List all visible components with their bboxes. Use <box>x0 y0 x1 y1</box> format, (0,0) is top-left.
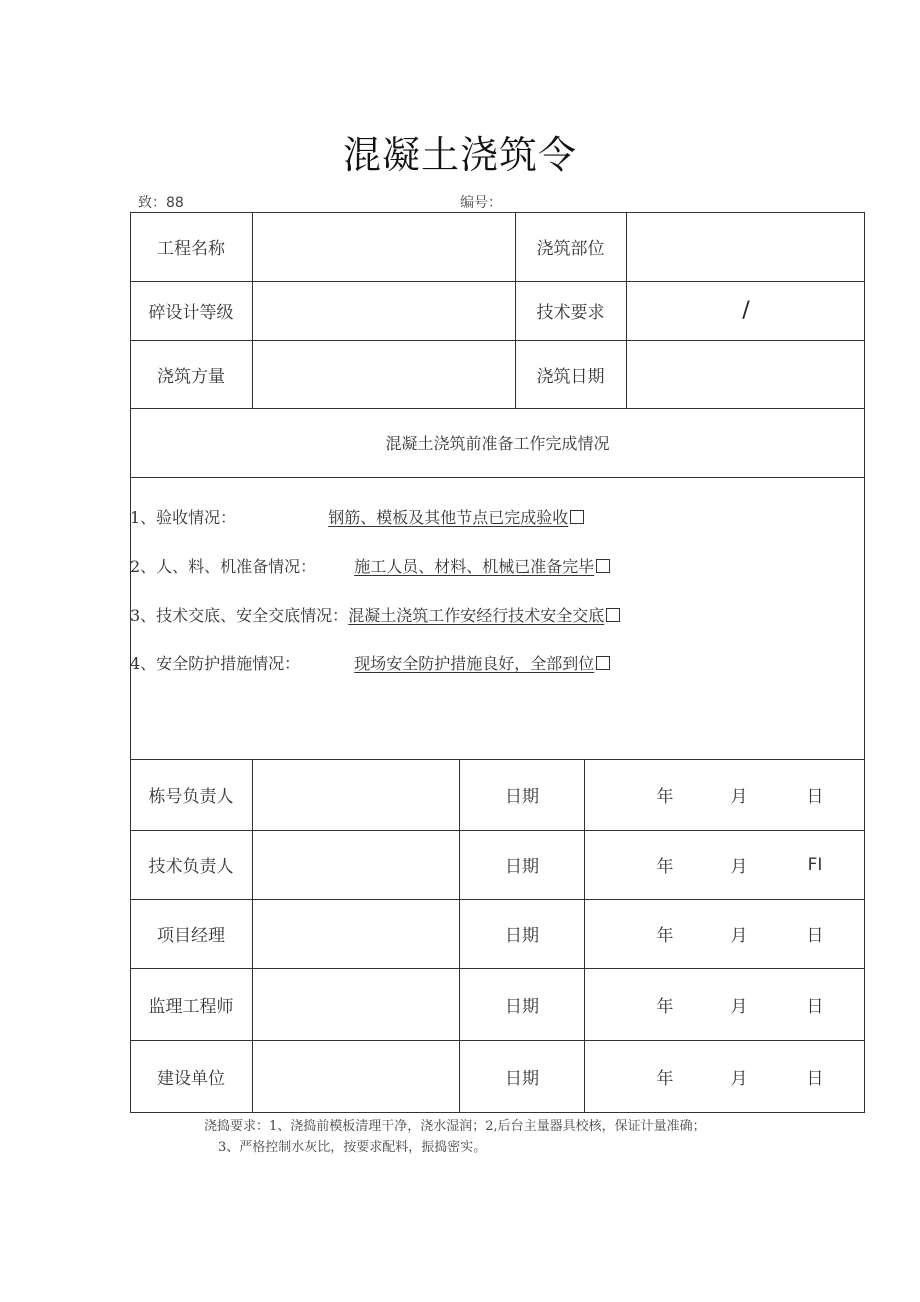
pouring-requirements-line1: 浇捣要求：1、浇捣前模板清理干净，浇水湿润；2,后台主量器具校核，保证计量准确； <box>204 1119 706 1134</box>
month-label: 月 <box>730 1069 748 1089</box>
date-label: 日期 <box>505 926 539 946</box>
checklist-content: 施工人员、材料、机械已准备完毕 <box>354 557 595 576</box>
role-label: 项目经理 <box>157 926 225 946</box>
checkbox[interactable] <box>606 608 620 622</box>
date-label: 日期 <box>505 1069 539 1089</box>
checklist-content: 钢筋、模板及其他节点已完成验收 <box>328 508 569 527</box>
pour-volume-label: 浇筑方量 <box>157 366 225 387</box>
day-label: 日 <box>806 1069 824 1089</box>
year-label: 年 <box>656 926 674 946</box>
pour-location-label: 浇筑部位 <box>536 239 605 259</box>
recipient-value: 88 <box>166 195 184 211</box>
day-label: 日 <box>806 787 824 807</box>
checklist-label: 4、安全防护措施情况： <box>130 654 301 673</box>
technical-requirements-value[interactable]: / <box>742 298 750 323</box>
month-label: 月 <box>730 996 748 1017</box>
checklist-label: 2、人、料、机准备情况： <box>130 557 317 576</box>
recipient-label: 致： <box>138 195 166 211</box>
section-title: 混凝土浇筑前准备工作完成情况 <box>385 434 610 453</box>
checkbox[interactable] <box>596 559 610 573</box>
checklist-content: 混凝土浇筑工作安经行技术安全交底 <box>348 606 605 625</box>
checklist-content: 现场安全防护措施良好，全部到位 <box>354 654 595 673</box>
pour-date-label: 浇筑日期 <box>536 366 605 387</box>
checklist-label: 3、技术交底、安全交底情况： <box>130 606 349 625</box>
date-label: 日期 <box>505 857 539 877</box>
checklist-label: 1、验收情况： <box>130 508 237 527</box>
year-label: 年 <box>656 1069 674 1089</box>
year-label: 年 <box>656 996 674 1017</box>
month-label: 月 <box>730 857 748 877</box>
signature-field[interactable] <box>253 1040 459 1113</box>
pour-date-value[interactable] <box>627 340 865 408</box>
concrete-grade-value[interactable] <box>253 281 515 340</box>
role-label: 栋号负责人 <box>148 787 234 807</box>
date-label: 日期 <box>505 996 539 1017</box>
project-name-value[interactable] <box>253 212 515 281</box>
role-label: 技术负责人 <box>148 857 234 877</box>
signature-field[interactable] <box>253 968 459 1040</box>
year-label: 年 <box>656 857 674 877</box>
month-label: 月 <box>730 926 748 946</box>
role-label: 建设单位 <box>157 1069 225 1089</box>
pour-volume-value[interactable] <box>253 340 515 408</box>
pour-location-value[interactable] <box>627 212 865 281</box>
technical-requirements-label: 技术要求 <box>536 303 605 323</box>
concrete-grade-label: 碎设计等级 <box>148 303 234 323</box>
signature-field[interactable] <box>253 899 459 968</box>
pouring-requirements-line2: 3、严格控制水灰比，按要求配料，振捣密实。 <box>218 1140 487 1155</box>
role-label: 监理工程师 <box>148 996 234 1017</box>
date-label: 日期 <box>505 787 539 807</box>
signature-field[interactable] <box>253 830 459 899</box>
checklist-item <box>130 603 620 626</box>
row-divider <box>130 477 865 478</box>
checkbox[interactable] <box>596 656 610 670</box>
document-number-label: 编号： <box>460 195 502 211</box>
year-label: 年 <box>656 787 674 807</box>
document-title: 混凝土浇筑令 <box>342 133 577 177</box>
checklist-item <box>130 505 584 528</box>
day-label: FI <box>807 854 823 875</box>
recipient-field <box>138 192 184 212</box>
column-divider <box>584 759 585 1113</box>
signature-field[interactable] <box>253 759 459 830</box>
project-name-label: 工程名称 <box>157 239 225 259</box>
day-label: 日 <box>806 926 824 946</box>
checklist-item <box>130 651 610 674</box>
checkbox[interactable] <box>570 510 584 524</box>
month-label: 月 <box>730 787 748 807</box>
day-label: 日 <box>806 996 824 1017</box>
checklist-item <box>130 554 610 577</box>
